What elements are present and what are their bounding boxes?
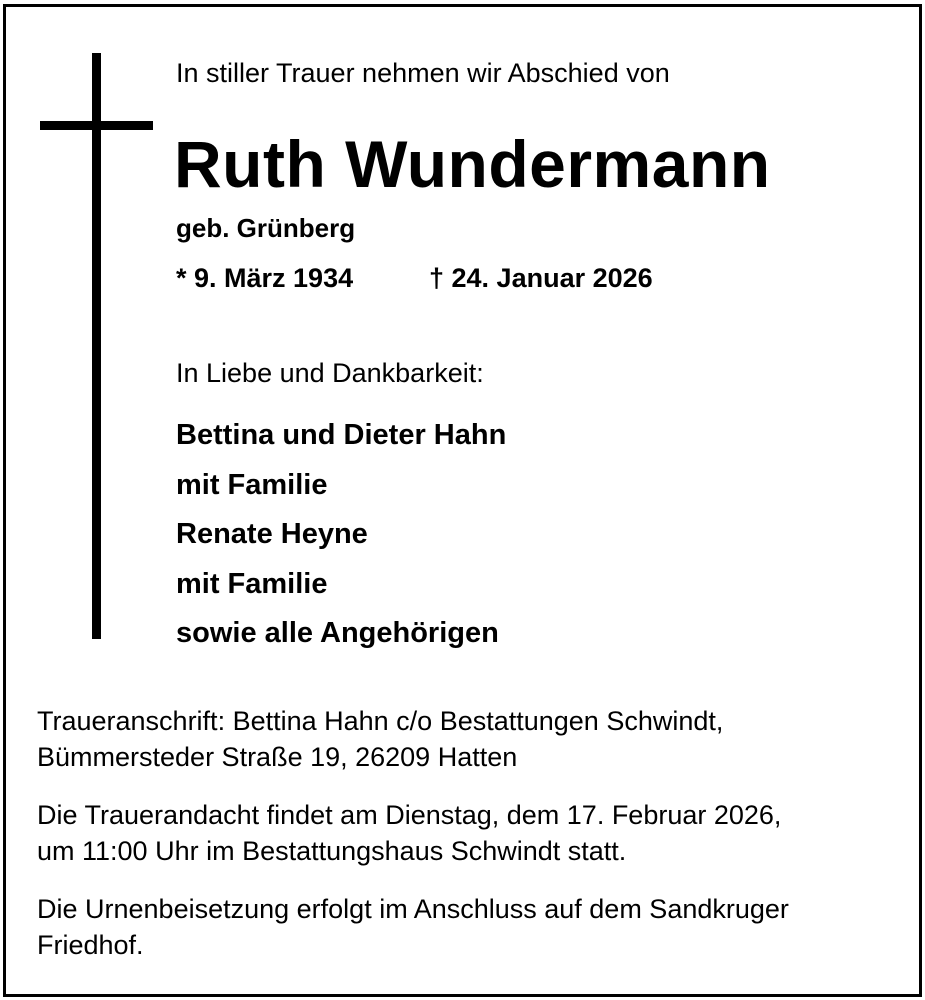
cross-icon	[92, 53, 101, 639]
mourners-list	[176, 411, 506, 659]
death-date: † 24. Januar 2026	[429, 263, 653, 293]
mourning-address	[37, 703, 723, 775]
mourner-line: mit Familie	[176, 567, 328, 600]
birth-date: * 9. März 1934	[176, 263, 354, 293]
mourner-line: mit Familie	[176, 468, 328, 501]
burial-line: Die Urnenbeisetzung erfolgt im Anschluss auf dem Sandkruger	[37, 894, 789, 924]
cross-icon-bar	[40, 121, 153, 130]
address-line: Bümmersteder Straße 19, 26209 Hatten	[37, 742, 518, 772]
ceremony-info	[37, 797, 781, 869]
birth-name: geb. Grünberg	[176, 213, 356, 243]
mourner-line: Renate Heyne	[176, 518, 368, 550]
burial-info	[37, 891, 789, 963]
burial-line: Friedhof.	[37, 930, 144, 960]
deceased-name: Ruth Wundermann	[174, 127, 771, 201]
obituary-frame	[3, 4, 922, 997]
mourner-line: Bettina und Dieter Hahn	[176, 419, 507, 451]
ceremony-line: Die Trauerandacht findet am Dienstag, dem 17. Februar 2026,	[37, 800, 782, 830]
mourner-line: sowie alle Angehörigen	[176, 617, 499, 649]
intro-text: In stiller Trauer nehmen wir Abschied von	[176, 58, 670, 88]
gratitude-line: In Liebe und Dankbarkeit:	[176, 358, 484, 388]
address-line: Traueranschrift: Bettina Hahn c/o Bestattungen Schwindt,	[37, 706, 724, 736]
ceremony-line: um 11:00 Uhr im Bestattungshaus Schwindt statt.	[37, 836, 627, 866]
